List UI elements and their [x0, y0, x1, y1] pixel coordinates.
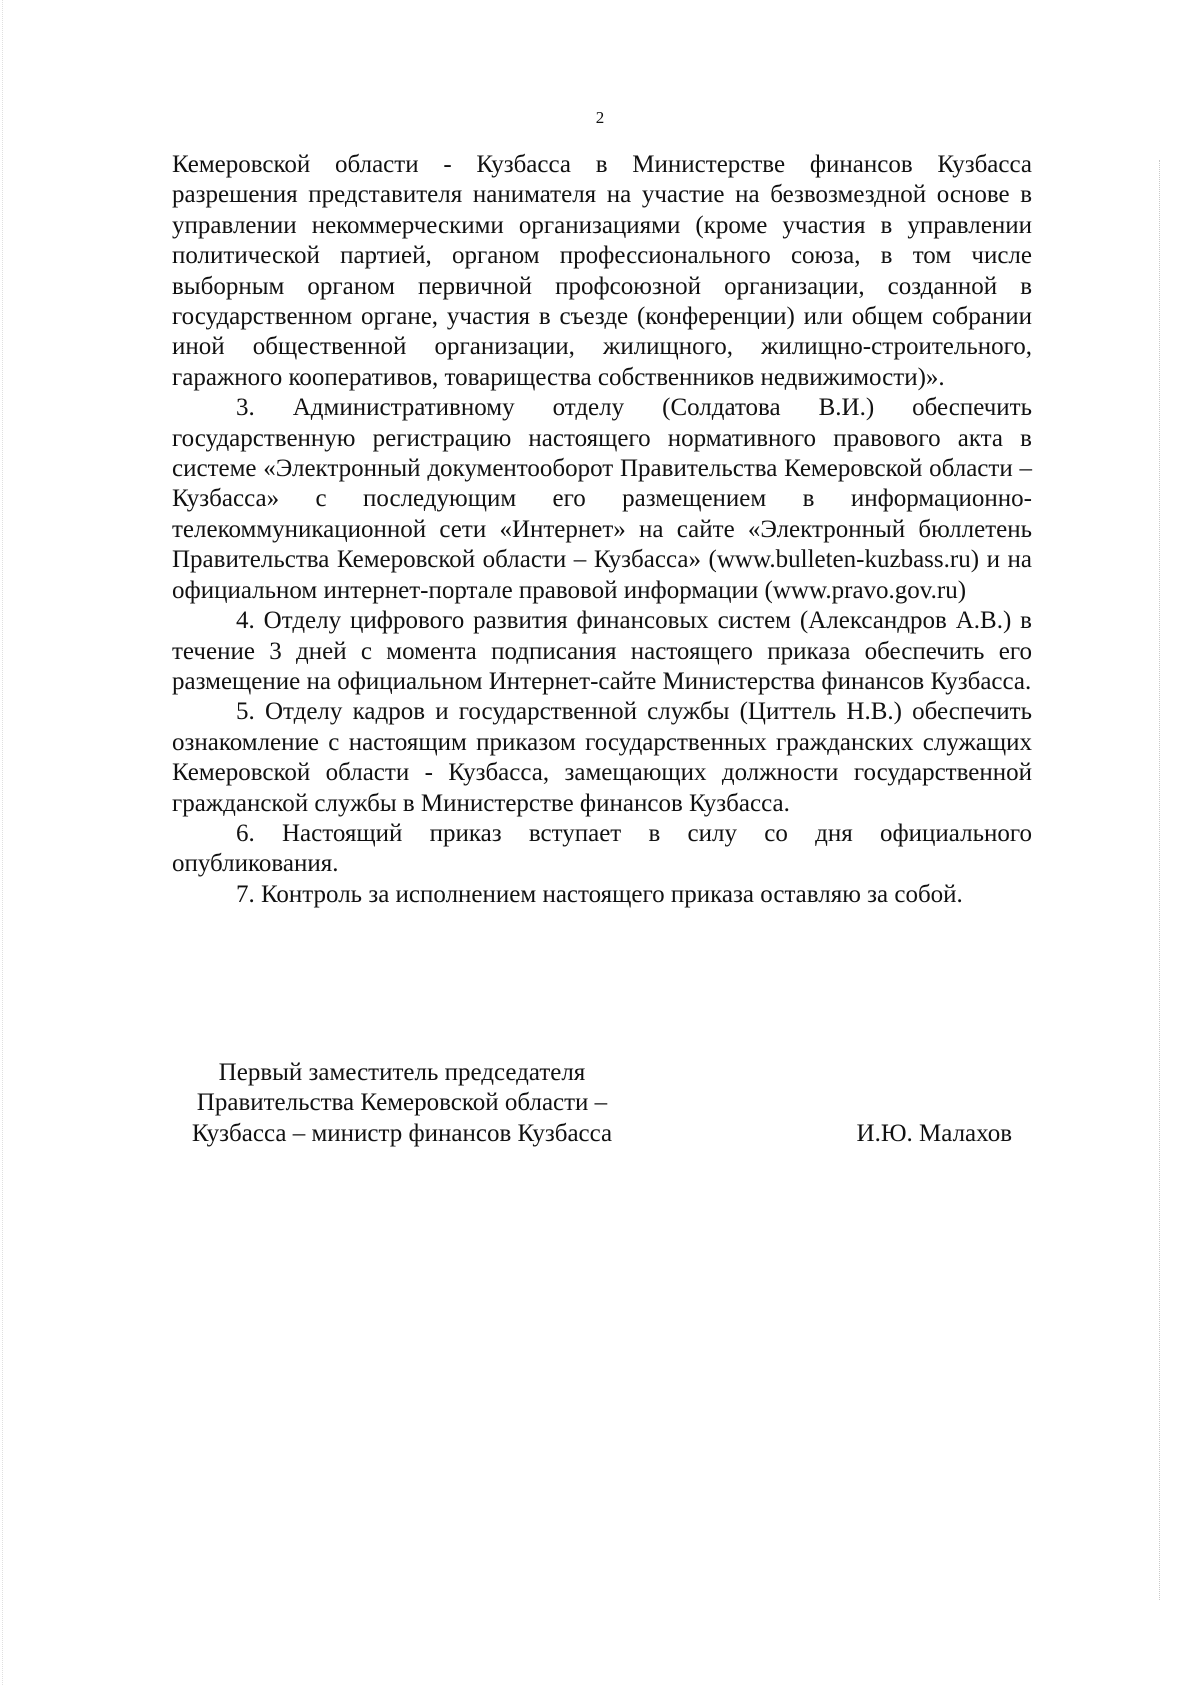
signatory-name: И.Ю. Малахов [856, 1119, 1012, 1147]
signatory-title [172, 1058, 632, 1149]
page-number: 2 [595, 108, 605, 127]
paragraph-continuation: Кемеровской области - Кузбасса в Министерстве финансов Кузбасса разрешения представителя нанимателя на участие на безвозмездной основе в управлении некоммерческими организациями (кроме участия в управлении политической партией, органом профессионального союза, в том числе выборным органом первичной профсоюзной организации, созданной в государственном органе, участия в съезде (конференции) или общем собрании иной общественной организации, жилищного, жилищно-строительного, гаражного кооперативов, товарищества собственников недвижимости)». [172, 151, 1032, 391]
scan-edge-left [2, 0, 3, 1685]
paragraph-item-4: 4. Отделу цифрового развития финансовых систем (Александров А.В.) в течение 3 дней с момента подписания настоящего приказа обеспечить его размещение на официальном Интернет-сайте Министерства финансов Кузбасса. [172, 607, 1032, 695]
signatory-title-line: Кузбасса – министр финансов Кузбасса [191, 1119, 613, 1147]
scan-edge-right [1159, 160, 1160, 1600]
paragraph-item-6: 6. Настоящий приказ вступает в силу со дня официального опубликования. [172, 819, 1032, 878]
paragraph-item-7: 7. Контроль за исполнением настоящего приказа оставляю за собой. [236, 880, 963, 908]
paragraph-item-5: 5. Отделу кадров и государственной службы (Циттель Н.В.) обеспечить ознакомление с настоящим приказом государственных гражданских служащих Кемеровской области - Кузбасса, замещающих должности государственной гражданской службы в Министерстве финансов Кузбасса. [172, 698, 1032, 817]
document-body [172, 150, 1032, 910]
signatory-title-line: Первый заместитель председателя [218, 1059, 586, 1086]
signatory-title-line: Правительства Кемеровской области – [196, 1089, 608, 1117]
paragraph-item-3: 3. Административному отделу (Солдатова В.И.) обеспечить государственную регистрацию настоящего нормативного правового акта в системе «Электронный документооборот Правительства Кемеровской области – Кузбасса» с последующим его размещением в информационно-телекоммуникационной сети «Интернет» на сайте «Электронный бюллетень Правительства Кемеровской области – Кузбасса» (www.bulleten-kuzbass.ru) и на официальном интернет-портале правовой информации (www.pravo.gov.ru) [172, 394, 1032, 604]
